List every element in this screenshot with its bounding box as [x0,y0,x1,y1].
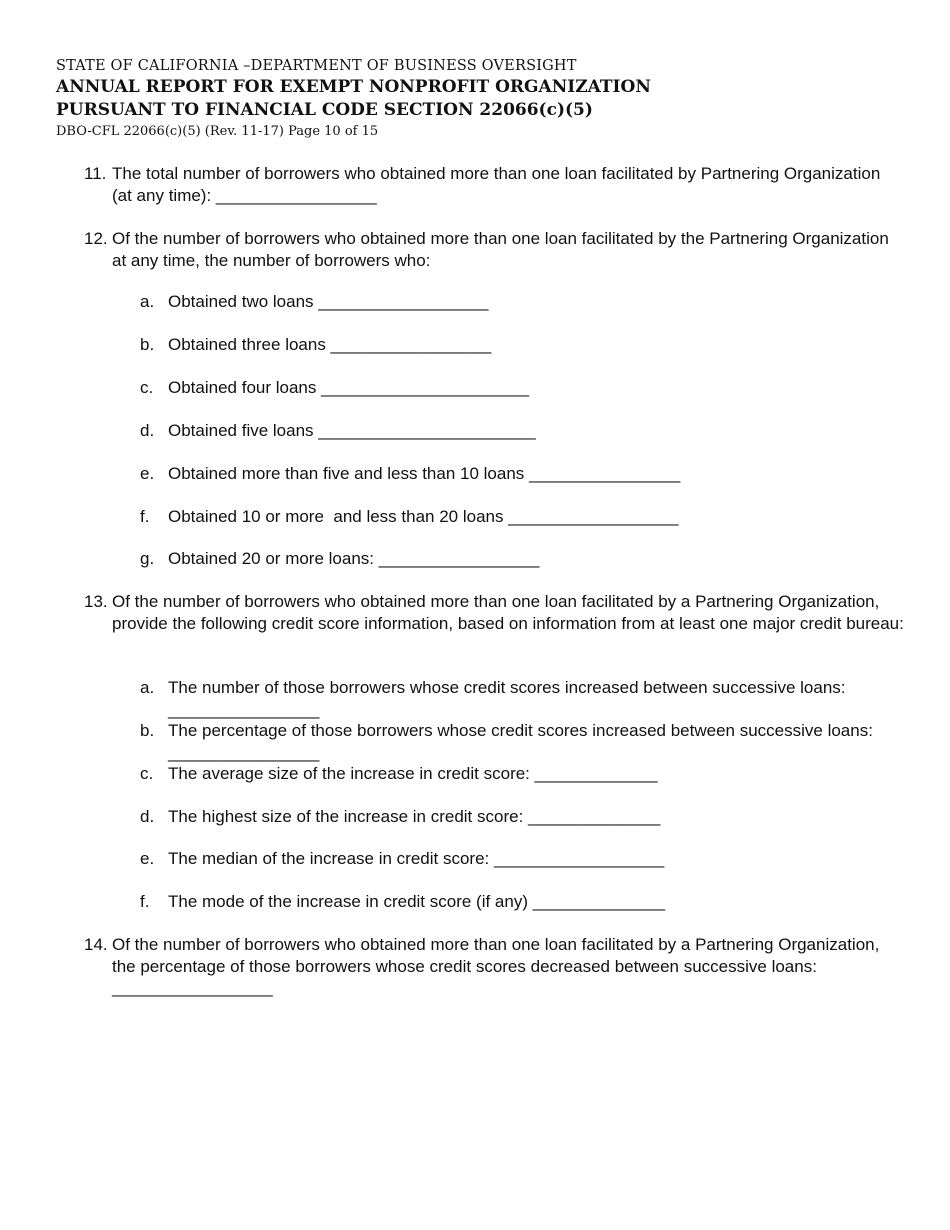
form-header [56,56,651,142]
question-13-item-a [140,677,900,720]
item-letter: a. [140,678,155,697]
question-12-item-e [140,463,900,485]
question-text: Of the number of borrowers who obtained more than one loan facilitated by a Partnering Organization, the percentage of those borrowers whose credit scores decreased between successive loans: _________________ [112,935,880,997]
question-11 [84,163,904,206]
item-text: The percentage of those borrowers whose credit scores increased between successive loans: ________________ [168,721,873,762]
form-info: DBO-CFL 22066(c)(5) (Rev. 11-17) Page 10 of 15 [56,124,379,139]
item-text: Obtained four loans ______________________ [168,378,530,397]
item-letter: d. [140,421,155,440]
item-text: Obtained five loans _______________________ [168,421,536,440]
form-title-line-1: ANNUAL REPORT FOR EXEMPT NONPROFIT ORGANIZATION [56,77,651,97]
item-letter: b. [140,721,155,740]
item-text: Obtained two loans __________________ [168,292,489,311]
item-letter: a. [140,292,155,311]
item-text: Obtained three loans _________________ [168,335,492,354]
question-12-item-f [140,506,900,528]
item-letter: d. [140,807,155,826]
question-number: 13. [84,592,108,611]
question-number: 12. [84,229,108,248]
item-letter: f. [140,507,150,526]
question-12-item-b [140,334,900,356]
question-13-item-f [140,891,900,913]
question-text: Of the number of borrowers who obtained more than one loan facilitated by the Partnering Organization at any time, the number of borrowers who: [112,229,889,270]
form-title-line-2: PURSUANT TO FINANCIAL CODE SECTION 22066(c)(5) [56,100,593,120]
item-text: Obtained 10 or more and less than 20 loans __________________ [168,507,679,526]
question-number: 14. [84,935,108,954]
question-12 [84,228,904,271]
item-letter: b. [140,335,155,354]
item-text: The average size of the increase in credit score: _____________ [168,764,658,783]
question-13 [84,591,904,634]
item-text: The number of those borrowers whose credit scores increased between successive loans: ________________ [168,678,846,719]
question-13-item-e [140,848,900,870]
question-12-item-d [140,420,900,442]
item-text: The highest size of the increase in credit score: ______________ [168,807,661,826]
question-13-item-d [140,806,900,828]
question-12-item-a [140,291,900,313]
question-12-item-c [140,377,900,399]
question-13-item-b [140,720,900,763]
item-letter: e. [140,849,155,868]
item-text: Obtained more than five and less than 10 loans ________________ [168,464,681,483]
item-letter: e. [140,464,155,483]
item-text: The median of the increase in credit score: __________________ [168,849,665,868]
question-14 [84,934,904,999]
question-text: The total number of borrowers who obtained more than one loan facilitated by Partnering Organization (at any time): _________________ [112,164,881,205]
item-letter: f. [140,892,150,911]
item-letter: c. [140,764,154,783]
question-text: Of the number of borrowers who obtained more than one loan facilitated by a Partnering Organization, provide the following credit score information, based on information from at least one major credit bureau: [112,592,904,633]
question-13-item-c [140,763,900,785]
item-text: Obtained 20 or more loans: _________________ [168,549,540,568]
question-number: 11. [84,164,107,183]
question-12-item-g [140,548,900,570]
agency-name: STATE OF CALIFORNIA –DEPARTMENT OF BUSINESS OVERSIGHT [56,58,577,74]
item-letter: c. [140,378,154,397]
item-letter: g. [140,549,155,568]
item-text: The mode of the increase in credit score (if any) ______________ [168,892,666,911]
